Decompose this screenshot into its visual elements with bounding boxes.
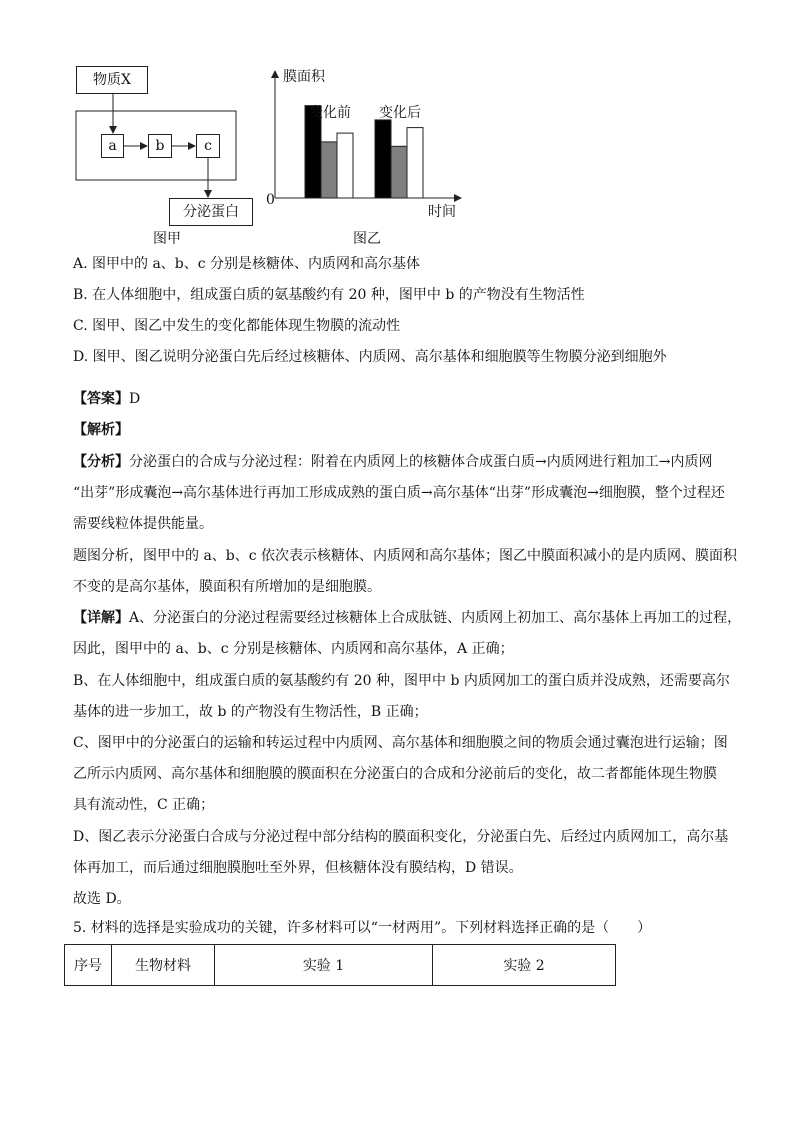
option-c: C. 图甲、图乙中发生的变化都能体现生物膜的流动性 [73,318,401,334]
figure-b-xlabel: 时间 [428,204,456,220]
question-5: 5. 材料的选择是实验成功的关键，许多材料可以“一材两用”。下列材料选择正确的是（ ） [73,920,652,936]
paragraph-line [73,483,725,503]
chart-bar [407,128,423,198]
paragraph-text: 分泌蛋白的合成与分泌过程：附着在内质网上的核糖体合成蛋白质→内质网进行粗加工→内质网 [129,454,713,470]
materials-table [64,944,616,986]
node-b-box: b [148,134,172,158]
answer-value: D [129,391,141,407]
paragraph-line [73,577,381,597]
group-after-label: 变化后 [379,105,421,121]
chart-bar [391,146,407,198]
paragraph-text: A、分泌蛋白的分泌过程需要经过核糖体上合成肽链、内质网上初加工、高尔基体上再加工的过程， [129,610,742,626]
node-c-box: c [196,134,220,158]
paragraph-text: 因此，图甲中的 a、b、c 分别是核糖体、内质网和高尔基体，A 正确； [73,641,514,657]
paragraph-line [73,514,213,534]
table-header-row [65,945,616,986]
figure-b-origin: 0 [266,192,275,208]
figure-b-caption: 图乙 [353,231,381,247]
figure-a-caption: 图甲 [153,231,181,247]
y-axis-arrow [271,70,279,78]
table-header-cell: 序号 [65,945,112,986]
substance-x-box: 物质X [76,66,148,94]
answer-line [73,389,140,409]
paragraph-text: 故选 D。 [73,891,131,907]
option-d: D. 图甲、图乙说明分泌蛋白先后经过核糖体、内质网、高尔基体和细胞膜等生物膜分泌到细胞外 [73,349,667,365]
paragraph-text: 乙所示内质网、高尔基体和细胞膜的膜面积在分泌蛋白的合成和分泌前后的变化，故二者都能体现生物膜 [73,766,717,782]
paragraph-text: C、图甲中的分泌蛋白的运输和转运过程中内质网、高尔基体和细胞膜之间的物质会通过囊泡进行运输；图 [73,735,728,751]
figure-b-chart [0,0,793,250]
paragraph-line [73,858,523,878]
paragraph-line [73,795,214,815]
figure-b-ylabel: 膜面积 [283,69,325,85]
paragraph-tag: 【详解】 [73,610,129,626]
paragraph-line [73,733,728,753]
paragraph-text: 体再加工，而后通过细胞膜胞吐至外界，但核糖体没有膜结构，D 错误。 [73,860,523,876]
table-header-cell: 实验 2 [433,945,616,986]
paragraph-text: 具有流动性，C 正确； [73,797,215,813]
table-header-cell: 生物材料 [112,945,215,986]
paragraph-line [73,764,717,784]
paragraph-tag: 【分析】 [73,454,129,470]
group-before-label: 变化前 [309,105,351,121]
table-header-cell: 实验 1 [215,945,433,986]
paragraph-line [73,671,730,691]
paragraph-text: 题图分析，图甲中的 a、b、c 依次表示核糖体、内质网和高尔基体；图乙中膜面积减小的是内质网、膜面积 [73,548,738,564]
figure-area [0,0,793,250]
option-a: A. 图甲中的 a、b、c 分别是核糖体、内质网和高尔基体 [73,256,421,272]
chart-bar [321,142,337,198]
paragraph-line [73,702,428,722]
chart-bar [337,133,353,198]
chart-bar [375,120,391,198]
node-a-box: a [101,134,124,158]
paragraph-line [73,608,741,628]
paragraph-text: D、图乙表示分泌蛋白合成与分泌过程中部分结构的膜面积变化，分泌蛋白先、后经过内质网加工，高尔基 [73,829,729,845]
paragraph-text: “出芽”形成囊泡→高尔基体进行再加工形成成熟的蛋白质→高尔基体“出芽”形成囊泡→细胞膜，整个过程还 [73,485,725,501]
secreted-protein-box: 分泌蛋白 [169,198,253,226]
paragraph-text: 需要线粒体提供能量。 [73,516,213,532]
paragraph-line [73,827,728,847]
paragraph-line [73,452,712,472]
analysis-tag: 【解析】 [73,422,129,438]
paragraph-text: 不变的是高尔基体，膜面积有所增加的是细胞膜。 [73,579,381,595]
paragraph-line [73,889,131,909]
paragraph-text: B、在人体细胞中，组成蛋白质的氨基酸约有 20 种，图甲中 b 内质网加工的蛋白质并没成熟，还需要高尔 [73,673,730,689]
analysis-line [73,420,129,440]
answer-tag: 【答案】 [73,391,129,407]
paragraph-line [73,639,514,659]
option-b: B. 在人体细胞中，组成蛋白质的氨基酸约有 20 种，图甲中 b 的产物没有生物活性 [73,287,585,303]
paragraph-line [73,546,737,566]
paragraph-text: 基体的进一步加工，故 b 的产物没有生物活性，B 正确； [73,704,428,720]
